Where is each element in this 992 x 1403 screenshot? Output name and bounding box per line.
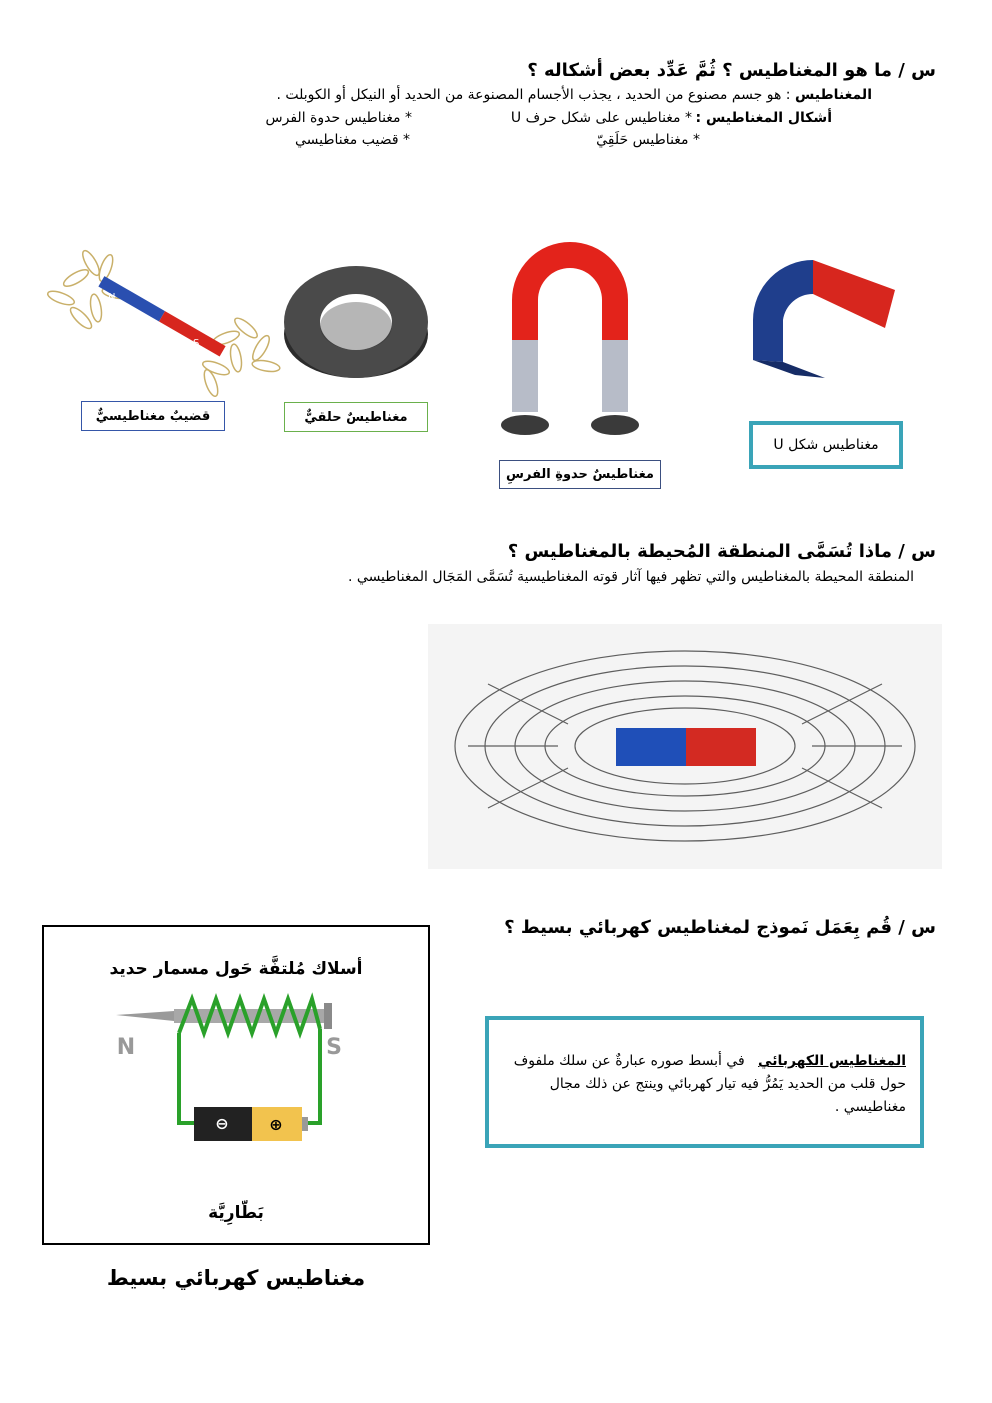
magnetic-field-image: [428, 624, 942, 869]
u-magnet-label: مغناطيس شكل U: [773, 437, 879, 453]
bar-pole-s: S: [193, 338, 200, 349]
shape-ring: * مغناطيس حَلَقِيّ: [596, 132, 700, 148]
horseshoe-magnet-label: مغناطيسٌ حدوةِ الفرسِ: [499, 460, 661, 489]
bar-south-half: [159, 311, 226, 356]
magnetic-field-answer: المنطقة المحيطة بالمغناطيس والتي تظهر فيها آثار قوته المغناطيسية تُسَمَّى المَجَال المغناطيسي .: [348, 569, 914, 585]
shape-u: * مغناطيس على شكل حرف U: [510, 110, 692, 126]
magnet-term: المغناطيس: [794, 87, 872, 103]
magnet-definition-text: : هو جسم مصنوع من الحديد ، يجذب الأجسام المصنوعة من الحديد أو النيكل أو الكوبلت .: [276, 87, 795, 103]
electromagnet-term: المغناطيس الكهربائي: [758, 1053, 906, 1069]
question-3-title: س / قُم بِعَمَل نَموذج لمغناطيس كهربائي بسيط ؟: [504, 917, 936, 938]
shapes-term: أشكال المغناطيس :: [695, 110, 832, 126]
bar-pole-n: N: [108, 292, 116, 303]
bar-magnet-image: [36, 238, 286, 398]
battery-label: بَطّارِيَّة: [208, 1203, 264, 1223]
electromagnet-definition: [499, 1050, 906, 1119]
shape-bar: * قضيب مغناطيسي: [295, 132, 410, 148]
electromagnet-definition-text: في أبسط صوره عبارةٌ عن سلك ملفوف حول قلب من الحديد يَمُرُّ فيه تيار كهربائي وينتج عن ذلك مجال مغناطيسي .: [513, 1053, 906, 1115]
wire-label: أسلاك مُلتفَّة حَول مسمار حديد: [109, 959, 363, 979]
magnet-definition: [276, 87, 872, 103]
question-2-title: س / ماذا تُسَمَّى المنطقة المُحيطة بالمغناطيس ؟: [507, 541, 936, 562]
electromagnet-definition-box: [485, 1016, 924, 1148]
shape-horseshoe: * مغناطيس حدوة الفرس: [265, 110, 412, 126]
u-magnet-label-box: [749, 421, 903, 469]
svg-text:⊖: ⊖: [215, 1114, 229, 1133]
electromagnet-pole-s: S: [326, 1035, 342, 1060]
question-1-title: س / ما هو المغناطيس ؟ ثُمَّ عَدِّد بعض أشكاله ؟: [527, 60, 936, 81]
svg-text:⊕: ⊕: [269, 1115, 283, 1134]
diagram-caption: مغناطيس كهربائي بسيط: [106, 1266, 366, 1290]
bar-magnet-label: قضيبٌ مغناطيسيٌّ: [81, 401, 225, 431]
electromagnet-diagram: [42, 925, 430, 1245]
horseshoe-magnet-image: [500, 235, 640, 445]
ring-magnet-label: مغناطيسٌ حلقيٌّ: [284, 402, 428, 432]
u-magnet-image: [745, 250, 900, 385]
electromagnet-pole-n: N: [116, 1035, 136, 1060]
ring-magnet-image: [282, 262, 432, 382]
electromagnet-drawing: [44, 989, 432, 1209]
